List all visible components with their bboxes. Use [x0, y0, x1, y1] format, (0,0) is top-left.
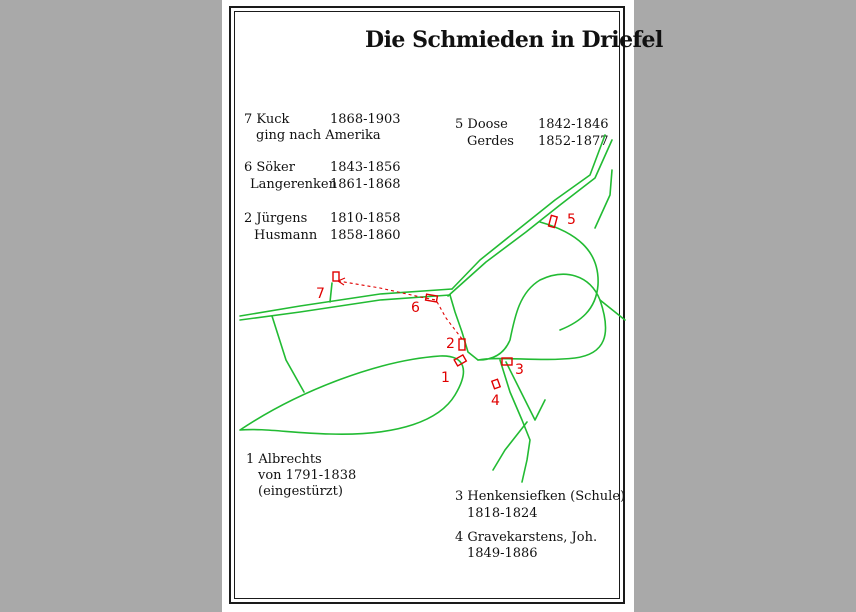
legend-7-line1-name: 7 Kuck [244, 112, 290, 127]
smithy-1-marker [454, 355, 466, 366]
legend-6-line1-name: 6 Söker [244, 160, 295, 175]
legend-6-line1-years: 1843-1856 [330, 160, 401, 175]
marker-labels [316, 212, 576, 409]
legend-1-line2: von 1791-1838 [258, 468, 357, 483]
smithy-7-marker [333, 272, 339, 281]
marker-label-2: 2 [446, 336, 455, 352]
marker-label-4: 4 [491, 393, 500, 409]
road-spur-7 [330, 283, 332, 302]
legend-1-line1: 1 Albrechts [246, 452, 322, 467]
road-south-east [506, 362, 545, 420]
road-north-east-2 [448, 140, 612, 296]
map-title: Die Schmieden in Driefel [365, 27, 663, 53]
road-west-upper [240, 289, 452, 316]
marker-label-6: 6 [411, 300, 420, 316]
legend-5-line2-years: 1852-1877 [538, 134, 609, 149]
legend-2-line2-years: 1858-1860 [330, 228, 401, 243]
legend-3-line2: 1818-1824 [467, 506, 538, 521]
smithy-4-marker [492, 379, 500, 389]
legend-2-line1-years: 1810-1858 [330, 211, 401, 226]
road-east-loop [478, 274, 606, 360]
marker-label-5: 5 [567, 212, 576, 228]
legend-2-line2-name: Husmann [254, 228, 318, 243]
legend-5-line1-name: 5 Doose [455, 117, 508, 132]
legend-3-line1: 3 Henkensiefken (Schule) [455, 489, 626, 504]
marker-label-7: 7 [316, 286, 325, 302]
legend-7-line1-years: 1868-1903 [330, 112, 401, 127]
marker-label-1: 1 [441, 370, 450, 386]
road-west-vertical [272, 316, 304, 392]
legend-7-line2-name: ging nach Amerika [256, 128, 381, 143]
legend-6-line2-name: Langerenken [250, 177, 337, 192]
legend-2-line1-name: 2 Jürgens [244, 211, 308, 226]
legend-5-line1-years: 1842-1846 [538, 117, 609, 132]
legend-1-line3: (eingestürzt) [258, 484, 343, 499]
marker-label-3: 3 [515, 362, 524, 378]
road-lower-loop [240, 356, 463, 434]
legend-5-line2-name: Gerdes [467, 134, 514, 149]
road-east-out [595, 170, 612, 228]
legend-6-line2-years: 1861-1868 [330, 177, 401, 192]
road-north-east [452, 135, 605, 289]
road-network [240, 135, 625, 482]
legend-4-line2: 1849-1886 [467, 546, 538, 561]
legend-4-line1: 4 Gravekarstens, Joh. [455, 530, 598, 545]
road-south-west-branch [493, 422, 527, 470]
